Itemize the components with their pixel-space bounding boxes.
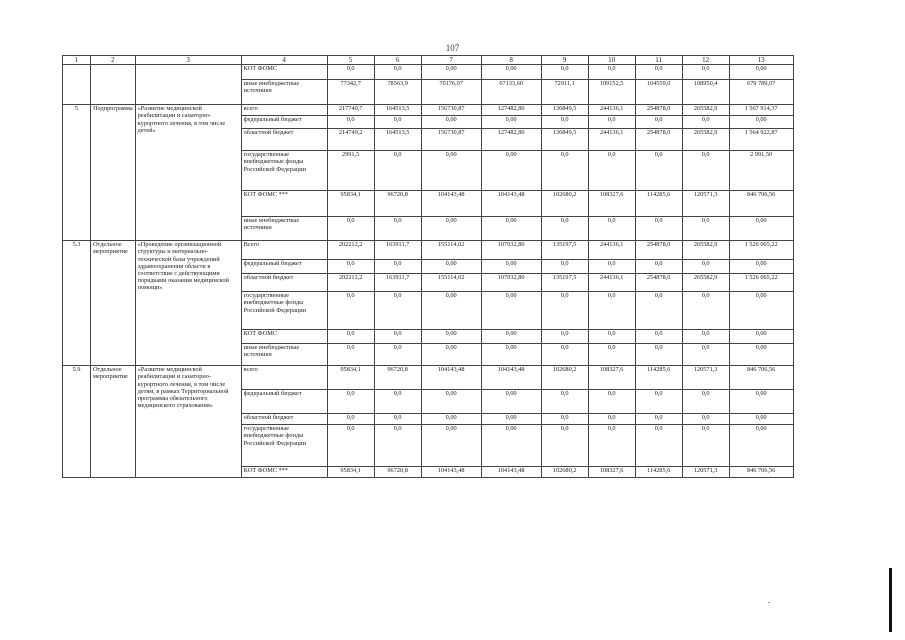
value-cell: 163911,7: [374, 274, 421, 292]
value-cell: 0,0: [588, 390, 635, 414]
value-cell: 0,0: [635, 330, 682, 344]
funding-source: иные внебюджетные источники: [241, 217, 327, 241]
value-cell: 108327,6: [588, 191, 635, 217]
value-cell: 265582,9: [682, 241, 729, 260]
value-cell: 104143,48: [421, 191, 481, 217]
item-name: «Развитие медицинской реабилитации и санаторно-курортного лечения, в том числе детей»: [135, 105, 241, 241]
value-cell: 0,0: [682, 344, 729, 366]
value-cell: 265582,9: [682, 105, 729, 116]
value-cell: 0,0: [682, 425, 729, 467]
value-cell: 0,00: [729, 116, 793, 129]
value-cell: 72911,1: [541, 80, 588, 105]
header-cell: 11: [635, 56, 682, 65]
value-cell: 0,00: [481, 425, 541, 467]
item-type: Отдельное мероприятие: [91, 366, 136, 478]
value-cell: 164513,5: [374, 129, 421, 151]
value-cell: 0,00: [481, 330, 541, 344]
funding-source: областной бюджет: [241, 274, 327, 292]
item-name: [135, 65, 241, 105]
funding-source: федеральный бюджет: [241, 116, 327, 129]
value-cell: 0,00: [729, 260, 793, 274]
value-cell: 96720,8: [374, 366, 421, 390]
value-cell: 114285,6: [635, 366, 682, 390]
funding-source: всего: [241, 105, 327, 116]
value-cell: 0,0: [374, 260, 421, 274]
value-cell: 0,0: [635, 116, 682, 129]
value-cell: 0,0: [541, 390, 588, 414]
value-cell: 0,0: [635, 217, 682, 241]
item-number: [63, 65, 91, 105]
funding-source: областной бюджет: [241, 414, 327, 425]
value-cell: 0,00: [481, 414, 541, 425]
value-cell: 214749,2: [327, 129, 374, 151]
value-cell: 0,00: [481, 260, 541, 274]
funding-source: КОТ ФОМС: [241, 330, 327, 344]
value-cell: 0,00: [729, 344, 793, 366]
value-cell: 67133,60: [481, 80, 541, 105]
value-cell: 0,0: [635, 414, 682, 425]
funding-source: государственные внебюджетные фонды Российской Федерации: [241, 151, 327, 191]
value-cell: 0,00: [421, 390, 481, 414]
value-cell: 0,0: [541, 260, 588, 274]
value-cell: 104559,0: [635, 80, 682, 105]
item-type: Отдельное мероприятие: [91, 241, 136, 366]
header-cell: 3: [135, 56, 241, 65]
value-cell: 135197,5: [541, 241, 588, 260]
item-type: Подпрограмма: [91, 105, 136, 241]
header-cell: 9: [541, 56, 588, 65]
value-cell: 0,0: [327, 292, 374, 330]
value-cell: 163911,7: [374, 241, 421, 260]
item-type: [91, 65, 136, 105]
value-cell: 0,0: [635, 65, 682, 80]
funding-source: областной бюджет: [241, 129, 327, 151]
value-cell: 0,0: [541, 217, 588, 241]
header-cell: 8: [481, 56, 541, 65]
header-cell: 4: [241, 56, 327, 65]
item-number: 5.3: [63, 241, 91, 366]
value-cell: 104143,48: [481, 191, 541, 217]
value-cell: 135197,5: [541, 274, 588, 292]
table-row: [63, 65, 794, 80]
funding-source: государственные внебюджетные фонды Российской Федерации: [241, 425, 327, 467]
value-cell: 104143,48: [481, 366, 541, 390]
value-cell: 0,00: [421, 425, 481, 467]
value-cell: 95834,1: [327, 191, 374, 217]
value-cell: 107032,80: [481, 241, 541, 260]
value-cell: 1 567 914,37: [729, 105, 793, 116]
value-cell: 846 706,56: [729, 366, 793, 390]
value-cell: 120571,3: [682, 191, 729, 217]
value-cell: 120571,3: [682, 366, 729, 390]
value-cell: 0,00: [729, 425, 793, 467]
value-cell: 0,00: [481, 217, 541, 241]
financing-table: [62, 55, 794, 478]
header-cell: 12: [682, 56, 729, 65]
funding-source: государственные внебюджетные фонды Российской Федерации: [241, 292, 327, 330]
value-cell: 0,0: [682, 390, 729, 414]
value-cell: 108327,6: [588, 366, 635, 390]
value-cell: 0,0: [682, 217, 729, 241]
value-cell: 217740,7: [327, 105, 374, 116]
value-cell: 0,00: [729, 65, 793, 80]
value-cell: 0,0: [327, 260, 374, 274]
value-cell: 0,00: [481, 116, 541, 129]
value-cell: 155114,02: [421, 274, 481, 292]
value-cell: 0,0: [635, 425, 682, 467]
value-cell: 0,0: [374, 292, 421, 330]
value-cell: 0,00: [421, 116, 481, 129]
header-cell: 2: [91, 56, 136, 65]
value-cell: 254878,0: [635, 274, 682, 292]
value-cell: 0,0: [588, 344, 635, 366]
value-cell: 114285,6: [635, 191, 682, 217]
value-cell: 156730,87: [421, 129, 481, 151]
value-cell: 2 991,50: [729, 151, 793, 191]
value-cell: 0,0: [374, 151, 421, 191]
value-cell: 95834,1: [327, 467, 374, 478]
value-cell: 1 526 065,22: [729, 274, 793, 292]
table-row: [63, 366, 794, 390]
value-cell: 0,00: [729, 414, 793, 425]
value-cell: 244136,1: [588, 105, 635, 116]
value-cell: 77342,7: [327, 80, 374, 105]
value-cell: 0,0: [541, 425, 588, 467]
value-cell: 244136,1: [588, 274, 635, 292]
table-row: [63, 241, 794, 260]
value-cell: 0,00: [481, 151, 541, 191]
value-cell: 0,0: [327, 390, 374, 414]
value-cell: 202212,2: [327, 241, 374, 260]
table-row: [63, 105, 794, 116]
value-cell: 202212,2: [327, 274, 374, 292]
value-cell: 254878,0: [635, 241, 682, 260]
value-cell: 136849,5: [541, 129, 588, 151]
funding-source: Всего: [241, 241, 327, 260]
funding-source: федеральный бюджет: [241, 390, 327, 414]
value-cell: 0,0: [327, 414, 374, 425]
value-cell: 265582,9: [682, 274, 729, 292]
value-cell: 102680,2: [541, 366, 588, 390]
value-cell: 2991,5: [327, 151, 374, 191]
value-cell: 120571,3: [682, 467, 729, 478]
value-cell: 0,0: [327, 330, 374, 344]
value-cell: 0,0: [374, 390, 421, 414]
value-cell: 0,00: [421, 330, 481, 344]
value-cell: 0,0: [588, 260, 635, 274]
value-cell: 1 526 065,22: [729, 241, 793, 260]
value-cell: 0,0: [635, 292, 682, 330]
value-cell: 0,00: [421, 151, 481, 191]
value-cell: 156730,87: [421, 105, 481, 116]
funding-source: иные внебюджетные источники: [241, 344, 327, 366]
value-cell: 0,0: [327, 217, 374, 241]
funding-source: иные внебюджетные источники: [241, 80, 327, 105]
value-cell: 0,00: [481, 292, 541, 330]
value-cell: 0,0: [327, 344, 374, 366]
value-cell: 0,00: [729, 292, 793, 330]
value-cell: 0,0: [588, 151, 635, 191]
value-cell: 109152,5: [588, 80, 635, 105]
value-cell: 265582,9: [682, 129, 729, 151]
value-cell: 96720,8: [374, 467, 421, 478]
value-cell: 0,00: [421, 292, 481, 330]
value-cell: 244136,1: [588, 241, 635, 260]
value-cell: 0,0: [588, 330, 635, 344]
value-cell: 0,00: [421, 344, 481, 366]
value-cell: 0,00: [421, 414, 481, 425]
value-cell: 0,0: [682, 116, 729, 129]
header-cell: 1: [63, 56, 91, 65]
value-cell: 0,0: [588, 217, 635, 241]
funding-source: КОТ ФОМС: [241, 65, 327, 80]
value-cell: 679 789,07: [729, 80, 793, 105]
value-cell: 0,0: [374, 425, 421, 467]
value-cell: 0,0: [588, 116, 635, 129]
item-name: «Проведение организационной структуры и материально-технической базы учреждений здравоохранения области в соответствие с действующими порядками оказания медицинской помощи»: [135, 241, 241, 366]
value-cell: 102680,2: [541, 467, 588, 478]
value-cell: 0,0: [682, 414, 729, 425]
item-name: «Развитие медицинской реабилитации и санаторно-курортного лечения, в том числе детям, в рамках Территориальной программы обязательного медицинского страхования»: [135, 366, 241, 478]
value-cell: 254878,0: [635, 105, 682, 116]
item-number: 5: [63, 105, 91, 241]
value-cell: 0,0: [541, 414, 588, 425]
value-cell: 0,0: [541, 292, 588, 330]
value-cell: 108950,4: [682, 80, 729, 105]
value-cell: 0,00: [729, 390, 793, 414]
scan-edge-mark: [889, 568, 892, 632]
value-cell: 127482,80: [481, 129, 541, 151]
value-cell: 0,0: [374, 217, 421, 241]
value-cell: 0,0: [588, 292, 635, 330]
value-cell: 155114,02: [421, 241, 481, 260]
header-cell: 5: [327, 56, 374, 65]
value-cell: 78563,9: [374, 80, 421, 105]
value-cell: 127482,80: [481, 105, 541, 116]
value-cell: 0,0: [635, 344, 682, 366]
value-cell: 0,0: [327, 425, 374, 467]
value-cell: 136849,5: [541, 105, 588, 116]
value-cell: 0,0: [588, 65, 635, 80]
value-cell: 102680,2: [541, 191, 588, 217]
value-cell: 0,0: [682, 151, 729, 191]
page-number: 107: [445, 43, 460, 53]
value-cell: 0,00: [421, 65, 481, 80]
scan-speck: [768, 602, 770, 603]
value-cell: 0,00: [481, 65, 541, 80]
value-cell: 0,00: [481, 390, 541, 414]
value-cell: 0,0: [327, 65, 374, 80]
value-cell: 0,00: [421, 217, 481, 241]
value-cell: 0,00: [481, 344, 541, 366]
value-cell: 0,0: [682, 330, 729, 344]
value-cell: 95834,1: [327, 366, 374, 390]
value-cell: 0,00: [729, 330, 793, 344]
value-cell: 96720,8: [374, 191, 421, 217]
value-cell: 0,0: [541, 65, 588, 80]
value-cell: 104143,48: [481, 467, 541, 478]
funding-source: всего: [241, 366, 327, 390]
value-cell: 244136,1: [588, 129, 635, 151]
value-cell: 1 564 922,87: [729, 129, 793, 151]
value-cell: 0,0: [588, 425, 635, 467]
funding-source: федеральный бюджет: [241, 260, 327, 274]
value-cell: 0,00: [421, 260, 481, 274]
value-cell: 108327,6: [588, 467, 635, 478]
value-cell: 0,0: [374, 330, 421, 344]
value-cell: 0,0: [327, 116, 374, 129]
value-cell: 0,0: [682, 292, 729, 330]
value-cell: 0,0: [541, 116, 588, 129]
value-cell: 107032,80: [481, 274, 541, 292]
value-cell: 0,0: [374, 116, 421, 129]
value-cell: 0,0: [541, 330, 588, 344]
item-number: 5.9: [63, 366, 91, 478]
value-cell: 0,0: [541, 344, 588, 366]
header-cell: 10: [588, 56, 635, 65]
value-cell: 0,0: [374, 65, 421, 80]
value-cell: 0,0: [635, 151, 682, 191]
header-cell: 6: [374, 56, 421, 65]
funding-source: КОТ ФОМС ***: [241, 191, 327, 217]
value-cell: 0,0: [635, 390, 682, 414]
value-cell: 0,0: [682, 65, 729, 80]
value-cell: 254878,0: [635, 129, 682, 151]
value-cell: 70176,07: [421, 80, 481, 105]
header-row: [63, 56, 794, 65]
funding-source: КОТ ФОМС ***: [241, 467, 327, 478]
value-cell: 0,0: [635, 260, 682, 274]
value-cell: 114285,6: [635, 467, 682, 478]
value-cell: 104143,48: [421, 467, 481, 478]
value-cell: 0,0: [374, 414, 421, 425]
value-cell: 0,0: [682, 260, 729, 274]
value-cell: 164513,5: [374, 105, 421, 116]
header-cell: 7: [421, 56, 481, 65]
value-cell: 846 706,56: [729, 191, 793, 217]
value-cell: 0,0: [541, 151, 588, 191]
value-cell: 0,00: [729, 217, 793, 241]
value-cell: 0,0: [374, 344, 421, 366]
value-cell: 0,0: [588, 414, 635, 425]
value-cell: 104143,48: [421, 366, 481, 390]
header-cell: 13: [729, 56, 793, 65]
value-cell: 846 706,56: [729, 467, 793, 478]
